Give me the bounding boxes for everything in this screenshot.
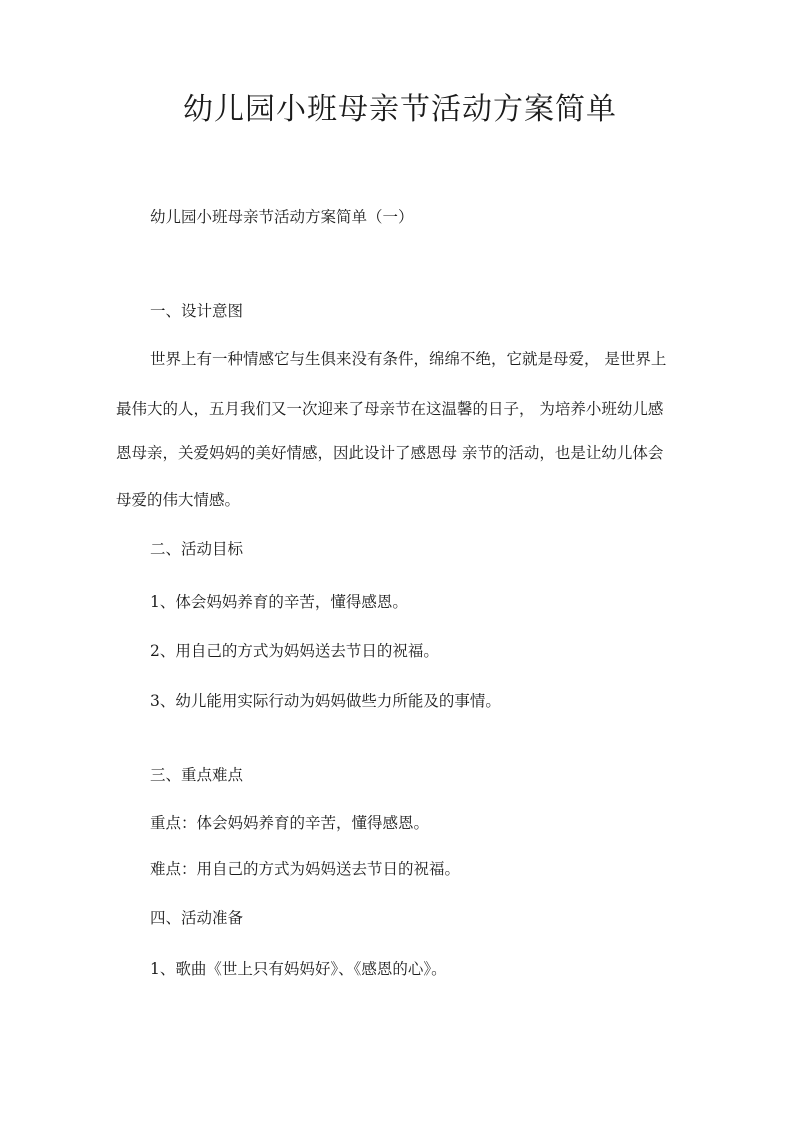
document-subtitle: 幼儿园小班母亲节活动方案简单（一） [150,208,414,226]
difficulty-text: 难点：用自己的方式为妈妈送去节日的祝福。 [150,860,461,878]
goal-item: 1、体会妈妈养育的辛苦，懂得感恩。 [150,593,408,611]
goal-item: 3、幼儿能用实际行动为妈妈做些力所能及的事情。 [150,692,501,710]
paragraph-line: 恩母亲，关爱妈妈的美好情感，因此设计了感恩母 亲节的活动，也是让幼儿体会 [116,444,664,462]
goal-item: 2、用自己的方式为妈妈送去节日的祝福。 [150,642,439,660]
paragraph-line: 母爱的伟大情感。 [116,491,241,509]
section-heading-preparation: 四、活动准备 [150,909,244,927]
preparation-item: 1、歌曲《世上只有妈妈好》、《感恩的心》。 [150,960,447,978]
paragraph-line: 世界上有一种情感它与生俱来没有条件，绵绵不绝，它就是母爱， 是世界上 [150,350,667,368]
section-heading-key-points: 三、重点难点 [150,766,244,784]
paragraph-line: 最伟大的人，五月我们又一次迎来了母亲节在这温馨的日子， 为培养小班幼儿感 [116,400,664,418]
section-heading-goals: 二、活动目标 [150,540,244,558]
document-title: 幼儿园小班母亲节活动方案简单 [183,92,617,127]
key-point-text: 重点：体会妈妈养育的辛苦，懂得感恩。 [150,814,430,832]
section-heading-design-intent: 一、设计意图 [150,302,244,320]
